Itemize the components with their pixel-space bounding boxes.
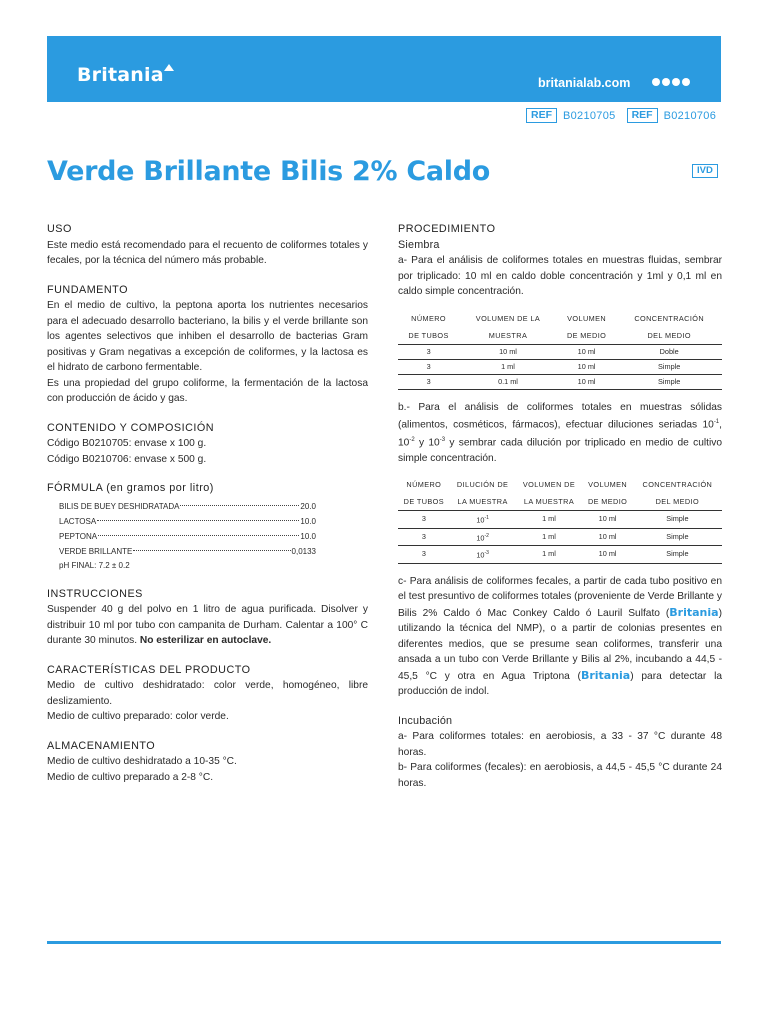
paragraph: Medio de cultivo deshidratado: color verde, homogéneo, libre deslizamiento. [47, 680, 368, 707]
paragraph [398, 400, 722, 467]
dilution-base: 10 [476, 550, 485, 560]
table-cell: 3 [398, 374, 459, 389]
table-header: VOLUMEN [567, 313, 607, 323]
paragraph: Es una propiedad del grupo coliforme, la fermentación de la lactosa con producción de ácido y gas. [47, 377, 368, 404]
subheading: Siembra [398, 238, 440, 251]
table-header: DEL MEDIO [655, 497, 700, 507]
table-cell: 3 [398, 359, 459, 374]
formula-name: BILIS DE BUEY DESHIDRATADA [59, 501, 180, 511]
table-cell: Simple [633, 528, 722, 545]
formula-value: 20.0 [300, 501, 316, 511]
table-cell: 1 ml [516, 511, 583, 528]
ref-row [526, 108, 727, 123]
table-fluid-samples [398, 308, 722, 390]
text-line: Medio de cultivo deshidratado a 10-35 °C. [47, 756, 237, 767]
formula-row [59, 544, 316, 559]
table-cell: 1 ml [516, 546, 583, 563]
text-line: Código B0210706: envase x 500 g. [47, 453, 207, 465]
table-row [398, 374, 722, 389]
table-header: DE TUBOS [408, 330, 449, 340]
table-cell: 3 [398, 344, 459, 359]
youtube-icon[interactable] [682, 78, 690, 86]
text-span: y sembrar cada dilución por triplicado en medio de cultivo simple concentración. [398, 437, 722, 464]
paragraph: En el medio de cultivo, la peptona aporta los nutrientes necesarios para el adecuado desarrollo bacteriano, la bilis y el verde brillante son los agentes selectivos que inhiben el desarrollo de bacterias Gram positivas y Gram negativas a excepción de coliformes, y la lactosa es el hidrato de carbono fermentable. [47, 300, 368, 373]
dilution-exponent: -2 [484, 532, 489, 539]
superscript: -1 [713, 419, 720, 425]
table-header: VOLUMEN DE LA [475, 313, 541, 323]
table-header: MUESTRA [488, 330, 528, 340]
table-cell: 3 [398, 546, 450, 563]
right-column [398, 222, 722, 791]
formula-name: LACTOSA [59, 516, 97, 526]
formula-row [59, 529, 316, 544]
leader-dots [97, 520, 299, 521]
instagram-icon[interactable] [662, 78, 670, 86]
table-header: NÚMERO [406, 480, 442, 490]
dilution-base: 10 [476, 515, 485, 525]
section-heading: PROCEDIMIENTO [398, 223, 496, 235]
dilution-exponent: -3 [484, 550, 489, 557]
formula-name: PEPTONA [59, 531, 98, 541]
table-cell: 10 ml [582, 511, 632, 528]
instructions-warning: No esterilizar en autoclave. [139, 635, 272, 646]
table-row [398, 511, 722, 528]
paragraph: Este medio está recomendado para el recuento de coliformes totales y fecales, por la técnica del número más probable. [47, 239, 368, 266]
table-cell: 1 ml [516, 528, 583, 545]
website-link[interactable]: britanialab.com [538, 76, 631, 90]
superscript: -2 [409, 436, 415, 443]
text-span: , 10 [398, 419, 722, 449]
table-header: CONCENTRACIÓN [634, 313, 705, 323]
britania-brand-inline: Britania [669, 605, 719, 619]
paragraph: a- Para el análisis de coliformes totales en muestras fluidas, sembrar por triplicado: 10 ml en caldo doble concentración y 1ml y 0,1 ml en caldo simple concentración. [398, 255, 722, 297]
text-span: ) utilizando la técnica del NMP), o a partir de colonias presentes en diferentes medios, que se presume sean coliformes, transferir una ansada a un tubo con Verde Brillante y Bilis al 2%, incubando a 44,5 - 45,5 °C y otra en Agua Triptona ( [398, 607, 722, 682]
table-cell: 3 [398, 511, 450, 528]
formula-value: 10.0 [300, 516, 316, 526]
table-header: VOLUMEN DE [522, 480, 576, 490]
ivd-badge: IVD [692, 164, 718, 178]
text-span: ) para detectar la producción de indol. [398, 670, 723, 698]
table-cell: 10 ml [557, 374, 617, 389]
table-header: DE MEDIO [587, 497, 628, 507]
ph-value: pH FINAL: 7.2 ± 0.2 [59, 560, 130, 570]
table-cell: Simple [633, 511, 722, 528]
leader-dots [180, 505, 299, 506]
text-span: y 10 [414, 437, 440, 449]
table-row [398, 546, 722, 563]
table-header: NÚMERO [411, 313, 447, 323]
table-row [398, 528, 722, 545]
table-header: DILUCIÓN DE [456, 480, 509, 490]
dilution-exponent: -1 [484, 515, 489, 522]
table-cell: 3 [398, 528, 450, 545]
table-cell [450, 546, 516, 563]
formula-value: 0,0133 [291, 546, 316, 556]
facebook-icon[interactable] [652, 78, 660, 86]
table-cell: Simple [633, 546, 722, 563]
leader-dots [133, 550, 290, 551]
table-solid-samples [398, 474, 722, 563]
table-cell: 10 ml [557, 359, 617, 374]
subheading: Incubación [398, 714, 453, 727]
text-span: c- Para análisis de coliformes fecales, a partir de cada tubo positivo en el test presuntivo de coliformes totales (proveniente de Verde Brillante y Bilis 2% Caldo ó Mac Conkey Caldo ó Lauril Sulfato ( [398, 575, 722, 619]
page-title: Verde Brillante Bilis 2% Caldo [47, 156, 491, 187]
table-header: DEL MEDIO [647, 330, 691, 340]
leader-dots [98, 535, 299, 536]
table-header: DE MEDIO [566, 330, 607, 340]
formula-value: 10.0 [300, 531, 316, 541]
section-heading: CARACTERÍSTICAS DEL PRODUCTO [47, 663, 251, 676]
text-span: b.- Para el análisis de coliformes totales en muestras sólidas (alimentos, cosméticos, fármacos), efectuar diluciones seriadas 10 [398, 401, 722, 431]
table-cell: 10 ml [459, 344, 557, 359]
section-heading: USO [47, 223, 72, 235]
table-header: VOLUMEN [588, 480, 628, 490]
formula-row [59, 499, 316, 514]
table-cell: 10 ml [557, 344, 617, 359]
section-heading: INSTRUCCIONES [47, 587, 143, 600]
ref-code: B0210705 [563, 109, 616, 122]
paragraph: b- Para coliformes (fecales): en aerobiosis, a 44,5 - 45,5 °C durante 24 horas. [398, 762, 722, 789]
table-header: LA MUESTRA [457, 497, 508, 507]
formula-list [59, 499, 316, 559]
paragraph [47, 602, 368, 649]
paragraph: a- Para coliformes totales: en aerobiosis, a 33 - 37 °C durante 48 horas. [398, 731, 722, 758]
table-cell: Simple [616, 374, 722, 389]
footer-divider [47, 941, 721, 944]
table-cell: Doble [616, 344, 722, 359]
logo-triangle-icon [164, 64, 174, 71]
text-line: Medio de cultivo preparado a 2-8 °C. [47, 771, 214, 783]
section-heading: ALMACENAMIENTO [47, 739, 156, 752]
britania-brand-inline: Britania [580, 668, 631, 682]
text-line: Código B0210705: envase x 100 g. [47, 438, 207, 449]
dilution-base: 10 [476, 533, 485, 543]
social-icons [652, 78, 690, 86]
linkedin-icon[interactable] [672, 78, 680, 86]
left-column [47, 222, 368, 785]
table-cell: Simple [616, 359, 722, 374]
ref-label: REF [627, 108, 658, 123]
table-cell: 10 ml [582, 546, 632, 563]
table-row [398, 344, 722, 359]
ref-code: B0210706 [663, 109, 717, 122]
table-cell: 0.1 ml [459, 374, 557, 389]
superscript: -3 [439, 436, 446, 443]
table-header: LA MUESTRA [523, 497, 575, 507]
formula-name: VERDE BRILLANTE [59, 546, 133, 556]
table-cell: 1 ml [459, 359, 557, 374]
section-heading: FÓRMULA (en gramos por litro) [47, 482, 214, 494]
table-cell [450, 528, 516, 545]
table-row [398, 359, 722, 374]
britania-logo: Britania [77, 64, 164, 86]
header-bar [47, 36, 721, 102]
instructions-text: Suspender 40 g del polvo en 1 litro de agua purificada. Disolver y distribuir 10 ml por tubo con campanita de Durham. Calentar a 100° C durante 30 minutos. [47, 604, 368, 646]
table-header: DE TUBOS [403, 497, 445, 507]
ref-label: REF [526, 108, 557, 123]
table-cell [450, 511, 516, 528]
paragraph [398, 574, 722, 700]
section-heading: CONTENIDO Y COMPOSICIÓN [47, 421, 215, 434]
section-heading: FUNDAMENTO [47, 283, 128, 296]
formula-row [59, 514, 316, 529]
table-cell: 10 ml [582, 528, 632, 545]
table-header: CONCENTRACIÓN [642, 480, 713, 490]
paragraph: Medio de cultivo preparado: color verde. [47, 711, 229, 722]
